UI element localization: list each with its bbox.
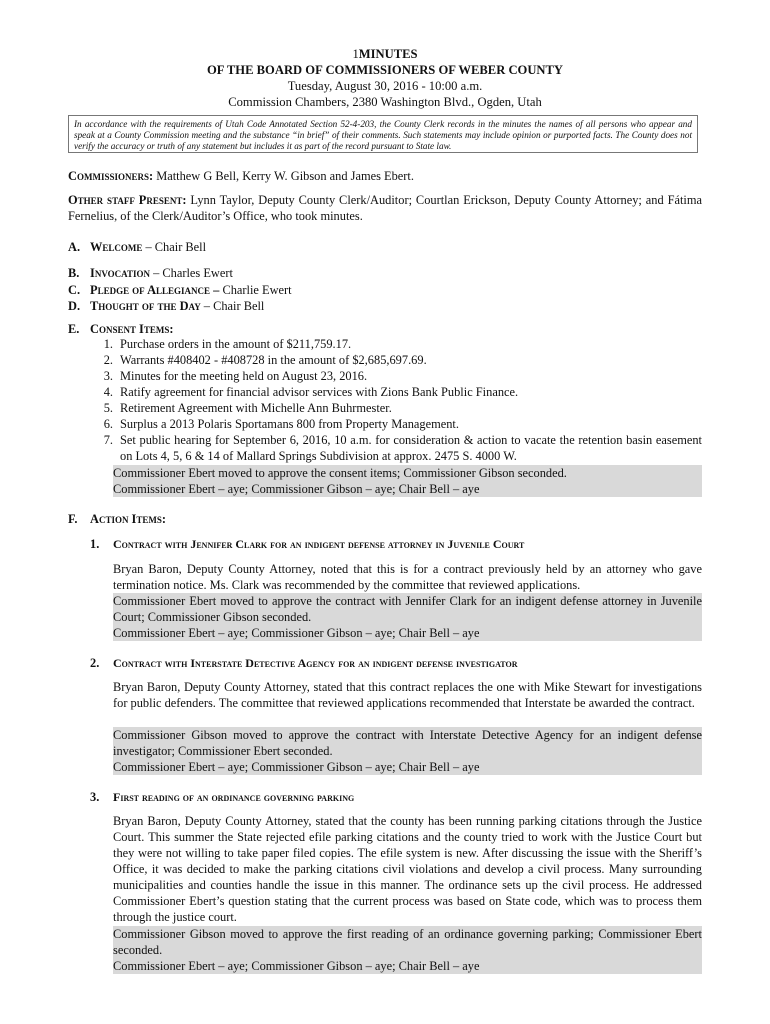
- commissioners-label: Commissioners:: [68, 169, 154, 183]
- action-item-3-body: Bryan Baron, Deputy County Attorney, stated that the county has been running parking citations through the Justice Court. This summer the State rejected efile parking citations and the county tried to work with the Justice Court but they were not willing to take paper filed copies. The efile system is new. After discussing the issue with the Sheriff’s Office, it was decided to make the parking citations civil violations and develop a civil process. Many surrounding municipalities and counties handle the issue in this manner. The ordinance sets up the civil process. He addressed Commissioner Ebert’s question stating that the current process was based on State code, which was to process them through the justice court.: [113, 814, 702, 924]
- action-item-1-body: Bryan Baron, Deputy County Attorney, noted that this is for a contract previously held by an attorney who gave termination notice. Ms. Clark was recommended by the committee that reviewed applications.: [113, 562, 702, 592]
- action-item-1-motion-block: [113, 593, 702, 641]
- action-item-3-motion: Commissioner Gibson moved to approve the first reading of an ordinance governing parking; Commissioner Ebert seconded.: [113, 927, 702, 957]
- list-item: 4. Ratify agreement for financial advisor services with Zions Bank Public Finance.: [103, 385, 519, 399]
- staff-line: [68, 192, 702, 224]
- action-item-2-vote: Commissioner Ebert – aye; Commissioner Gibson – aye; Chair Bell – aye: [113, 760, 480, 774]
- legal-notice-box: In accordance with the requirements of Utah Code Annotated Section 52-4-203, the County Clerk records in the minutes the names of all persons who appear and speak at a County Commission meeting and the substance “in brief” of their comments. Such statements may include opinion or purported facts. The County does not verify the accuracy or truth of any statement but includes it as part of the record pursuant to State law.: [68, 115, 698, 153]
- meeting-date: Tuesday, August 30, 2016 - 10:00 a.m.: [287, 79, 483, 93]
- section-thought: D. Thought of the Day – Chair Bell: [68, 299, 265, 313]
- list-item: 5. Retirement Agreement with Michelle Ann Buhrmester.: [103, 401, 392, 415]
- section-invocation: B. Invocation – Charles Ewert: [68, 266, 233, 280]
- action-item-2-motion-block: [113, 727, 702, 775]
- action-item-1-vote: Commissioner Ebert – aye; Commissioner Gibson – aye; Chair Bell – aye: [113, 626, 480, 640]
- action-item-2-motion: Commissioner Gibson moved to approve the contract with Interstate Detective Agency for an indigent defense investigator; Commissioner Ebert seconded.: [113, 728, 702, 758]
- action-item-1-motion: Commissioner Ebert moved to approve the contract with Jennifer Clark for an indigent defense attorney in Juvenile Court; Commissioner Gibson seconded.: [113, 594, 702, 624]
- staff-label: Other staff Present:: [68, 193, 187, 207]
- list-item: 6. Surplus a 2013 Polaris Sportamans 800 from Property Management.: [103, 417, 459, 431]
- section-consent-heading: E. Consent Items:: [68, 322, 174, 336]
- section-welcome: A. Welcome – Chair Bell: [68, 240, 207, 254]
- board-name: OF THE BOARD OF COMMISSIONERS OF WEBER COUNTY: [206, 63, 564, 77]
- action-item-2-body: Bryan Baron, Deputy County Attorney, stated that this contract replaces the one with Mike Stewart for investigations for public defenders. The committee that reviewed applications recommended that Interstate be awarded the contract.: [113, 680, 702, 710]
- action-item-3-heading: 3. First reading of an ordinance governing parking: [90, 790, 355, 804]
- list-item: 7. Set public hearing for September 6, 2016, 10 a.m. for consideration & action to vacate the retention basin easement on Lots 4, 5, 6 & 14 of Mallard Springs Subdivision at approx. 2475 S. 4000 W.: [103, 433, 702, 463]
- document-header: [0, 46, 770, 110]
- commissioners-names: Matthew G Bell, Kerry W. Gibson and James Ebert.: [153, 169, 414, 183]
- action-item-1-heading: 1. Contract with Jennifer Clark for an indigent defense attorney in Juvenile Court: [90, 537, 525, 551]
- section-action-heading: F. Action Items:: [68, 512, 167, 526]
- page-number: 1: [352, 47, 359, 61]
- action-item-2-heading: 2. Contract with Interstate Detective Agency for an indigent defense investigator: [90, 656, 518, 670]
- staff-names: Lynn Taylor, Deputy County Clerk/Auditor; Courtlan Erickson, Deputy County Attorney; and Fátima Fernelius, of the Clerk/Auditor’s Office, who took minutes.: [68, 193, 702, 223]
- action-item-3-motion-block: [113, 926, 702, 974]
- consent-list: [68, 336, 702, 464]
- document-title: MINUTES: [358, 47, 418, 61]
- consent-vote: Commissioner Ebert – aye; Commissioner Gibson – aye; Chair Bell – aye: [113, 482, 480, 496]
- action-item-3-vote: Commissioner Ebert – aye; Commissioner Gibson – aye; Chair Bell – aye: [113, 959, 480, 973]
- section-pledge: C. Pledge of Allegiance – Charlie Ewert: [68, 283, 292, 297]
- list-item: 1. Purchase orders in the amount of $211,759.17.: [103, 337, 352, 351]
- consent-motion: Commissioner Ebert moved to approve the consent items; Commissioner Gibson seconded.: [113, 466, 567, 480]
- list-item: 2. Warrants #408402 - #408728 in the amount of $2,685,697.69.: [103, 353, 427, 367]
- consent-motion-block: [113, 465, 702, 497]
- list-item: 3. Minutes for the meeting held on August 23, 2016.: [103, 369, 368, 383]
- meeting-location: Commission Chambers, 2380 Washington Blvd., Ogden, Utah: [228, 95, 542, 109]
- commissioners-line: [68, 168, 702, 184]
